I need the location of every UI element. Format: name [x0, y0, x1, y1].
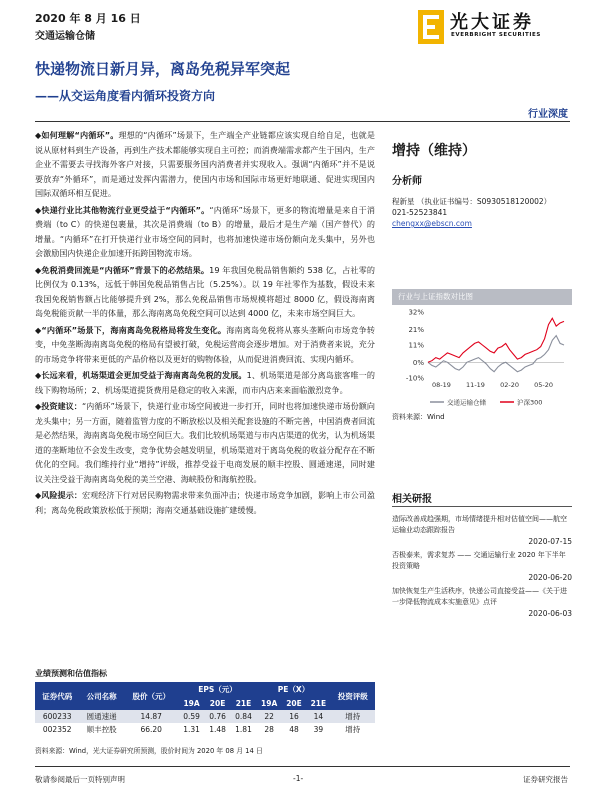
table-header: 证券代码 [35, 682, 79, 710]
table-header: 20E [282, 696, 306, 710]
body-paragraph: ◆免税消费回流是“内循环”背景下的必然结果。19 年我国免税品销售额约 538 亿，占社零的比例仅为 0.13%，远低于韩国免税品销售占比（5.25%）。以 19 年社零作为基数，假设未来我国免税销售额占比能够提升到 2%，那么免税品销售市场规模将超过 8000 亿，假设海南离岛免税能贡献一半的体量，那么海南离岛免税空间可以达到 4000 亿，未来市场空间巨大。 [35, 264, 376, 318]
body-paragraph: ◆快递行业比其他物流行业更受益于“内循环”。“内循环”场景下，更多的物流增量是来自于消费端（to C）的快递包裹量，其次是消费端（to B）的增量，最后才是生产端（国产替代）的增量。“内循环”在打开快递行业市场空间的同时，也将加速快递市场份额向龙头集中，另外也会激励国内快递企业加速开拓跨国物流市场。 [35, 204, 376, 258]
report-subtitle: ——从交运角度看内循环投资方向 [35, 89, 216, 103]
related-item-title[interactable]: 否极泰来，需求复苏 —— 交通运输行业 2020 年下半年投资策略 [392, 551, 566, 570]
related-item-title[interactable]: 加快恢复生产生活秩序，快递公司直接受益——《关于进一步降低物流成本实施意见》点评 [392, 587, 567, 606]
related-item[interactable] [392, 586, 572, 619]
table-cell: 1.81 [235, 725, 252, 734]
table-group-header: PE（X） [256, 682, 330, 696]
table-cell: 增持 [345, 725, 361, 734]
table-cell: 16 [282, 710, 306, 723]
report-title: 快递物流日新月异，离岛免税异军突起 [35, 60, 291, 78]
report-type: 行业深度 [528, 109, 568, 120]
analyst-phone: 021-52523841 [392, 208, 448, 217]
company-logo-text: 光大证券 [450, 12, 534, 33]
report-date: 2020 年 8 月 16 日 [35, 12, 141, 25]
table-cell: 22 [256, 710, 281, 723]
body-paragraph: ◆投资建议：“内循环”场景下，快递行业市场空间被进一步打开，同时也将加速快递市场份额向龙头集中；另一方面，随着监管力度的不断放松以及相关配套设施的不断完善，中国消费者回流是必然结果，海南离岛免税市场空间巨大。我们比较机场渠道与市内店渠道的优劣，认为机场渠道的垄断地位不会发生改变，竞争优势会越发明显，机场渠道对于离岛免税的收益分配存在不断优化的空间。我们维持行业“增持”评级，推荐受益于电商发展的顺丰控股、圆通速递，同时建议关注受益于海南离岛免税的美兰空港、海峡股份和海航控股。 [35, 401, 375, 484]
table-cell: 002352 [42, 725, 72, 734]
related-heading: 相关研报 [392, 494, 432, 505]
sector-label: 交通运输仓储 [35, 31, 95, 42]
body-paragraph: ◆如何理解“内循环”。理想的“内循环”场景下，生产端全产业链都应该实现自给自足，也就是说从原材料到生产设备，再到生产技术都能够实现自主可控；而消费端需求都产生于国内，生产企业不需要去寻找海外客户对接，只需要服务国内消费者并实现收入。强调“内循环”并不是说要放弃“外循环”，而是通过发挥内需潜力，使国内市场和国际市场更好地联通、促进实现国内国际双循环相互促进。 [35, 130, 376, 198]
table-cell: 1.48 [209, 725, 226, 734]
y-tick-label: -10% [405, 374, 424, 383]
table-header: 投资评级 [331, 682, 375, 710]
company-logo-icon [418, 10, 444, 44]
table-header: 21E [306, 696, 330, 710]
table-header: 股价（元） [124, 682, 179, 710]
body-paragraph: ◆长远来看，机场渠道会更加受益于海南离岛免税的发展。1、机场渠道是部分离岛旅客唯一的线下购物场所；2、机场渠道提货费用是稳定的收入来源，而市内店来来面临激烈竞争。 [35, 370, 375, 395]
table-header: 19A [256, 696, 281, 710]
body-paragraph: ◆“内循环”场景下，海南离岛免税格局将发生变化。海南离岛免税将从寡头垄断向市场竞争转变，中免垄断海南离岛免税的格局有望被打破，免税运营商会逐步增加。对于消费者来说，充分的市场竞争将带来更低的产品价格以及更好的购物体验，从而促进消费回流、实现内循环。 [35, 324, 375, 364]
table-header: 20E [205, 696, 231, 710]
table-cell: 600233 [35, 710, 79, 723]
chart-title: 行业与上证指数对比图 [392, 289, 572, 305]
chart-source: 资料来源：Wind [392, 413, 445, 421]
table-cell: 0.59 [179, 710, 205, 723]
table-cell: 14 [306, 710, 330, 723]
x-tick-label: 02-20 [500, 381, 519, 389]
table-cell: 14.87 [124, 710, 179, 723]
disclaimer-note: 敬请参阅最后一页特别声明 [35, 775, 125, 784]
y-tick-label: 0% [412, 358, 424, 367]
table-cell: 48 [289, 725, 299, 734]
table-header: 21E [231, 696, 257, 710]
table-source-note: 资料来源：Wind，光大证券研究所预测，股价时间为 2020 年 08 月 14 日 [35, 747, 263, 755]
body-text [35, 128, 375, 519]
company-logo-english: EVERBRIGHT SECURITIES [451, 32, 541, 38]
performance-chart [392, 306, 572, 412]
forecast-table [35, 682, 375, 736]
table-cell: 顺丰控股 [86, 725, 117, 734]
analyst-heading: 分析师 [392, 176, 422, 187]
y-tick-label: 32% [408, 308, 424, 317]
x-tick-label: 11-19 [466, 381, 485, 389]
header-divider [35, 121, 570, 122]
table-header: 公司名称 [79, 682, 123, 710]
related-item-date: 2020-06-03 [528, 609, 572, 618]
forecast-table-title: 业绩预测和估值指标 [35, 669, 107, 678]
y-tick-label: 21% [408, 325, 424, 334]
related-item[interactable] [392, 550, 572, 583]
footer-divider [35, 766, 570, 767]
related-item-title[interactable]: 造际改善成趋强期，市场情绪提升相对估值空间——航空运输业动态跟踪报告 [392, 515, 567, 534]
table-row [35, 723, 375, 736]
table-cell: 66.20 [140, 725, 162, 734]
table-cell: 28 [264, 725, 274, 734]
legend-label: 沪深300 [517, 398, 543, 407]
analyst-email[interactable]: chengxx@ebscn.com [392, 219, 472, 228]
table-cell: 增持 [331, 710, 375, 723]
table-cell: 圆通速递 [79, 710, 123, 723]
table-header: 19A [179, 696, 205, 710]
legend-label: 交通运输仓储 [447, 398, 486, 407]
analyst-info [392, 196, 572, 229]
report-label: 证券研究报告 [523, 775, 568, 784]
analyst-name: 程新星 （执业证书编号：S0930518120002） [392, 197, 552, 206]
x-tick-label: 05-20 [534, 381, 554, 389]
rating: 增持（维持） [392, 143, 476, 159]
related-item[interactable] [392, 514, 572, 547]
table-row [35, 710, 375, 723]
table-group-header: EPS（元） [179, 682, 257, 696]
table-cell: 39 [313, 725, 324, 734]
table-cell: 1.31 [183, 725, 200, 734]
table-cell: 0.76 [205, 710, 231, 723]
related-list [392, 514, 572, 622]
x-tick-label: 08-19 [432, 381, 451, 389]
y-tick-label: 11% [408, 341, 424, 350]
page-number: -1- [293, 774, 304, 783]
table-cell: 0.84 [231, 710, 257, 723]
body-paragraph: ◆风险提示：宏观经济下行对居民购物需求带来负面冲击；快递市场竞争加剧，影响上市公司盈利；离岛免税政策放松低于预期；海南交通基础设施扩建缓慢。 [35, 490, 375, 515]
related-item-date: 2020-07-15 [528, 537, 572, 546]
related-item-date: 2020-06-20 [528, 573, 572, 582]
related-divider [392, 506, 572, 507]
